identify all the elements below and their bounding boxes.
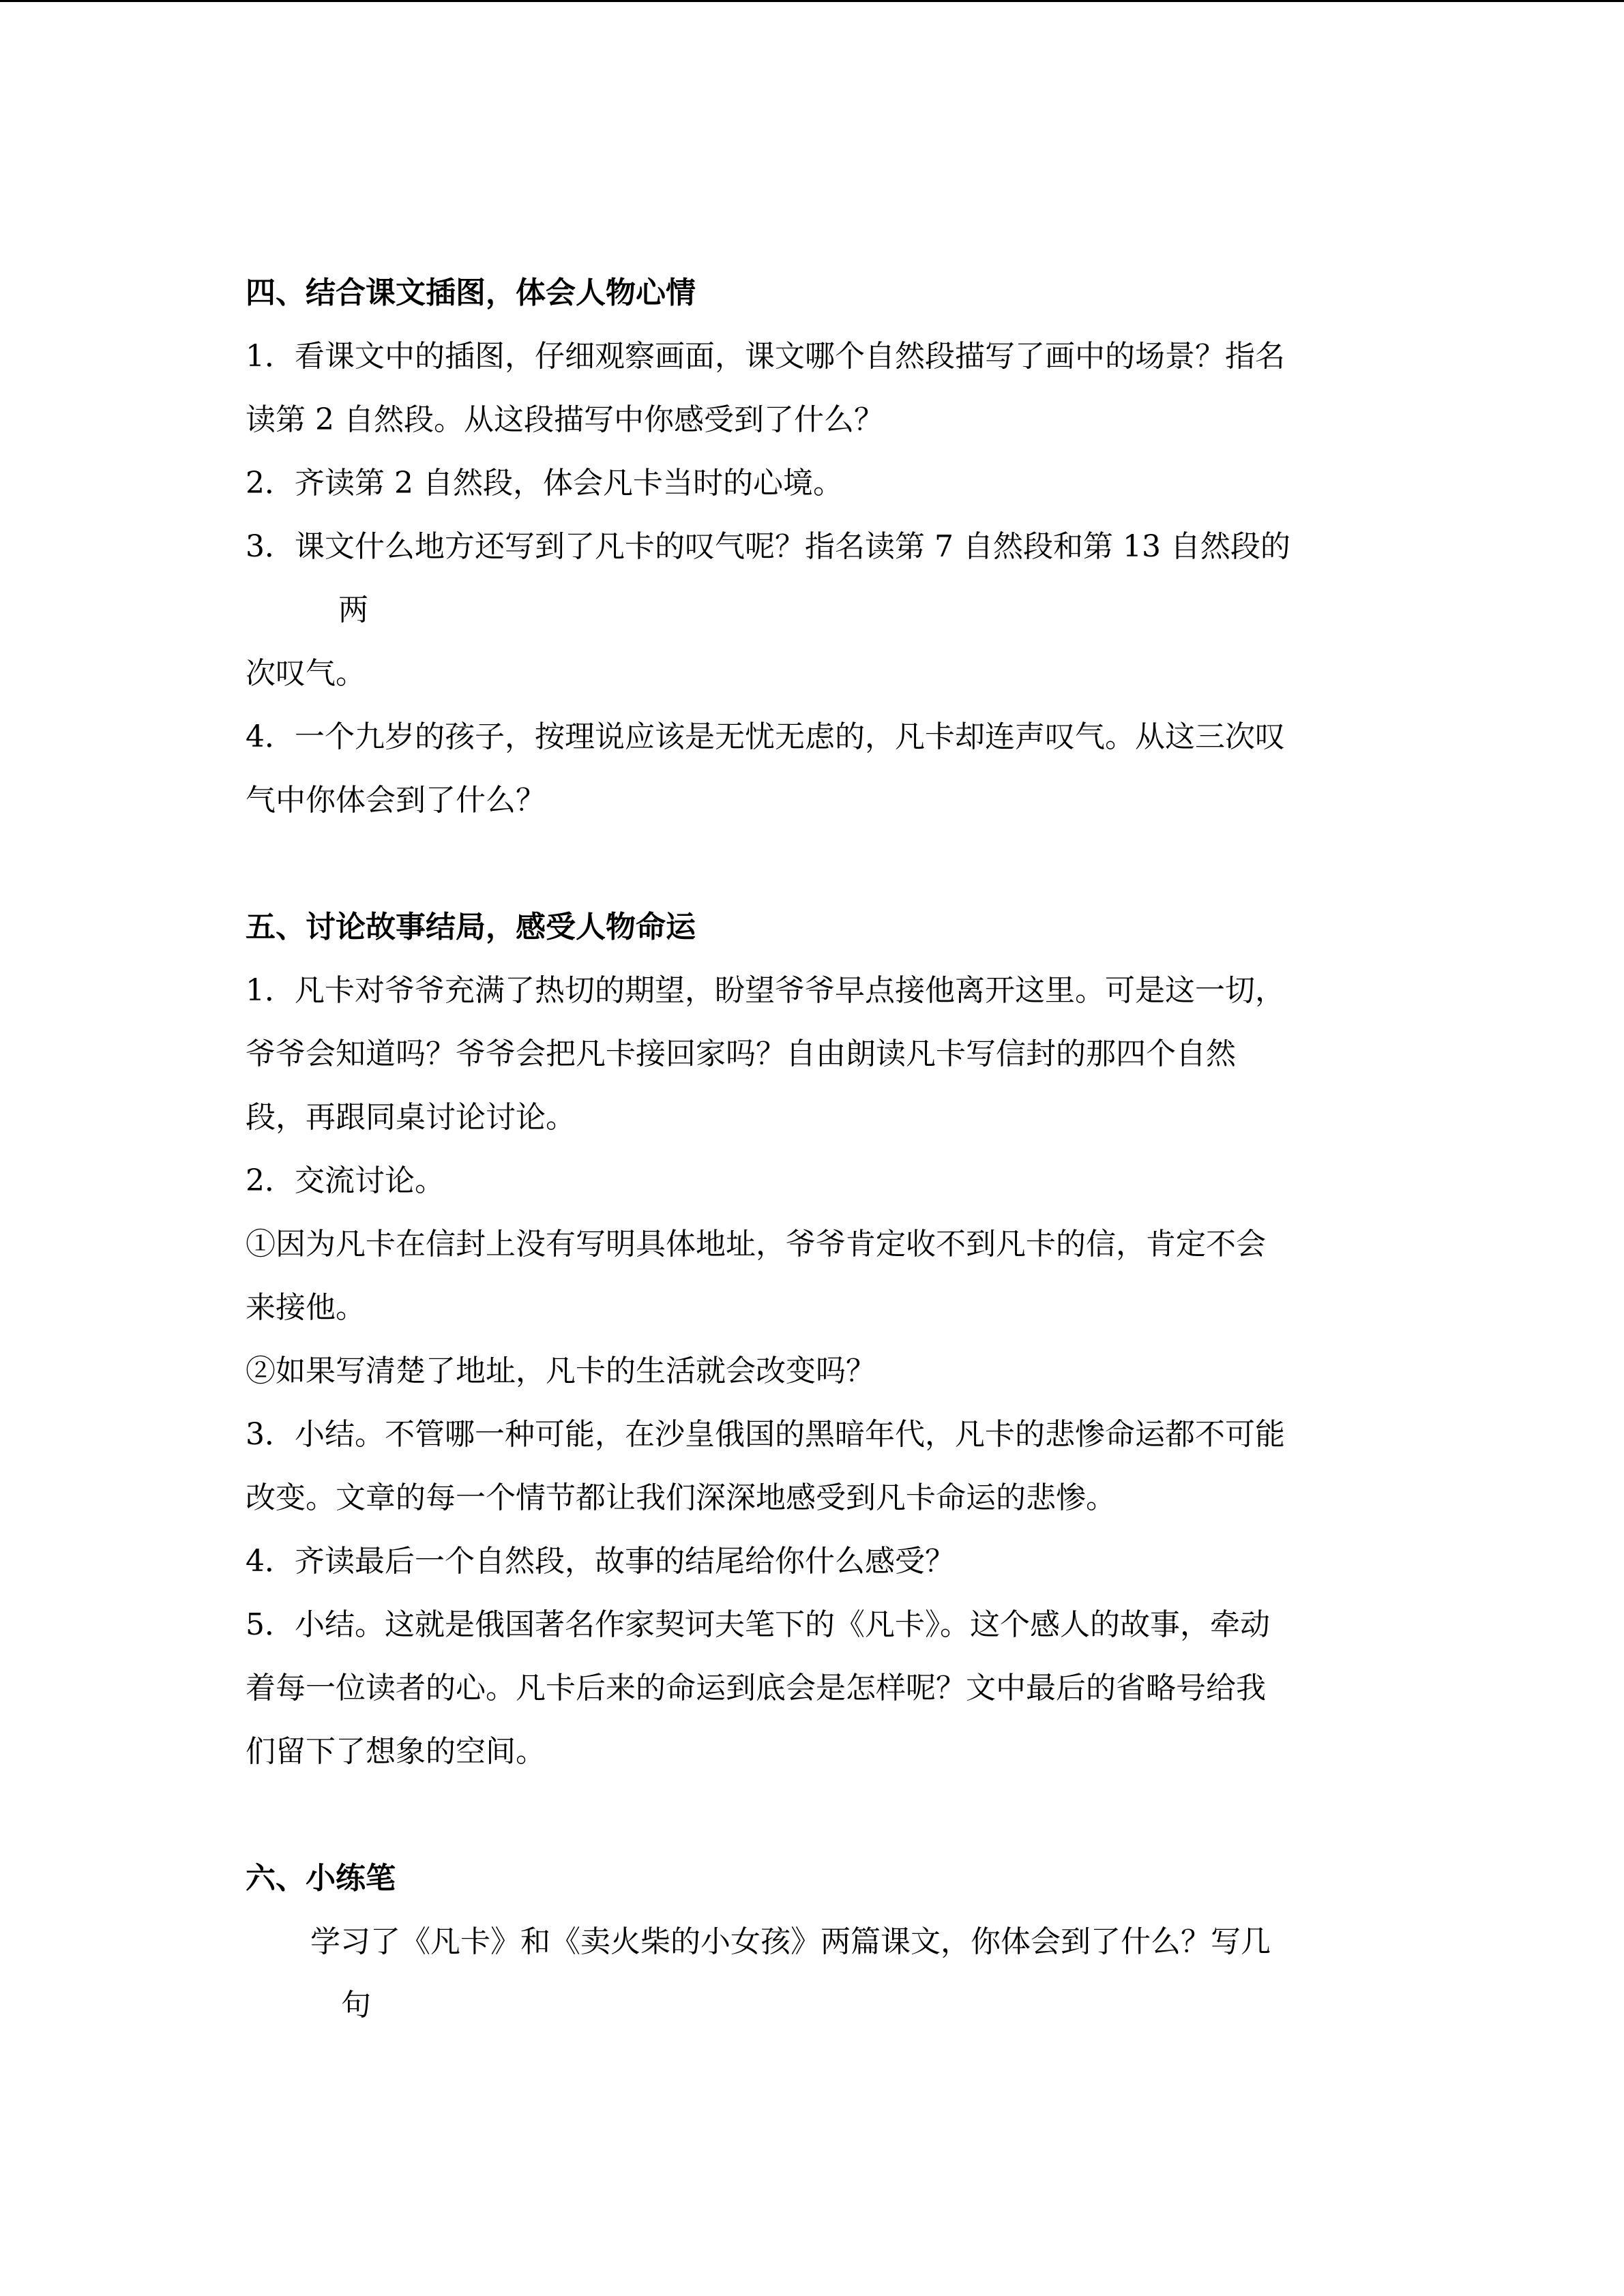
text-line: 学习了《凡卡》和《卖火柴的小女孩》两篇课文，你体会到了什么？写几 [310,1924,1271,1959]
text-line: 两 [338,593,368,627]
section-heading-4: 四、结合课文插图，体会人物心情 [246,275,696,310]
text-line: 气中你体会到了什么？ [246,783,546,818]
text-line: ②如果写清楚了地址，凡卡的生活就会改变吗？ [246,1354,876,1388]
text-line: 5．小结。这就是俄国著名作家契诃夫笔下的《凡卡》。这个感人的故事，牵动 [246,1607,1270,1642]
text-line: 1．凡卡对爷爷充满了热切的期望，盼望爷爷早点接他离开这里。可是这一切， [246,973,1285,1008]
text-line: ①因为凡卡在信封上没有写明具体地址，爷爷肯定收不到凡卡的信，肯定不会 [246,1227,1266,1262]
text-line: 3．小结。不管哪一种可能，在沙皇俄国的黑暗年代，凡卡的悲惨命运都不可能 [246,1417,1285,1452]
text-line: 们留下了想象的空间。 [246,1734,546,1769]
section-heading-6: 六、小练笔 [246,1861,396,1896]
text-line: 2．交流讨论。 [246,1163,445,1198]
text-line: 4．齐读最后一个自然段，故事的结尾给你什么感受？ [246,1544,955,1579]
text-line: 1．看课文中的插图，仔细观察画面，课文哪个自然段描写了画中的场景？指名 [246,339,1285,374]
text-line: 句 [341,1988,371,2023]
section-heading-5: 五、讨论故事结局，感受人物命运 [246,910,696,944]
text-line: 段，再跟同桌讨论讨论。 [246,1100,576,1135]
text-line: 次叹气。 [246,656,366,691]
text-line: 爷爷会知道吗？爷爷会把凡卡接回家吗？自由朗读凡卡写信封的那四个自然 [246,1037,1236,1071]
section-gap [246,832,1378,895]
text-line: 2．齐读第 2 自然段，体会凡卡当时的心境。 [246,466,843,501]
text-line: 4．一个九岁的孩子，按理说应该是无忧无虑的，凡卡却连声叹气。从这三次叹 [246,719,1285,754]
section-gap [246,1783,1378,1847]
text-line: 读第 2 自然段。从这段描写中你感受到了什么？ [246,402,884,437]
document-body [246,261,1378,2037]
text-line: 来接他。 [246,1290,366,1325]
text-line: 3．课文什么地方还写到了凡卡的叹气呢？指名读第 7 自然段和第 13 自然段的 [246,529,1290,564]
text-line: 着每一位读者的心。凡卡后来的命运到底会是怎样呢？文中最后的省略号给我 [246,1671,1266,1705]
text-line: 改变。文章的每一个情节都让我们深深地感受到凡卡命运的悲惨。 [246,1480,1116,1515]
